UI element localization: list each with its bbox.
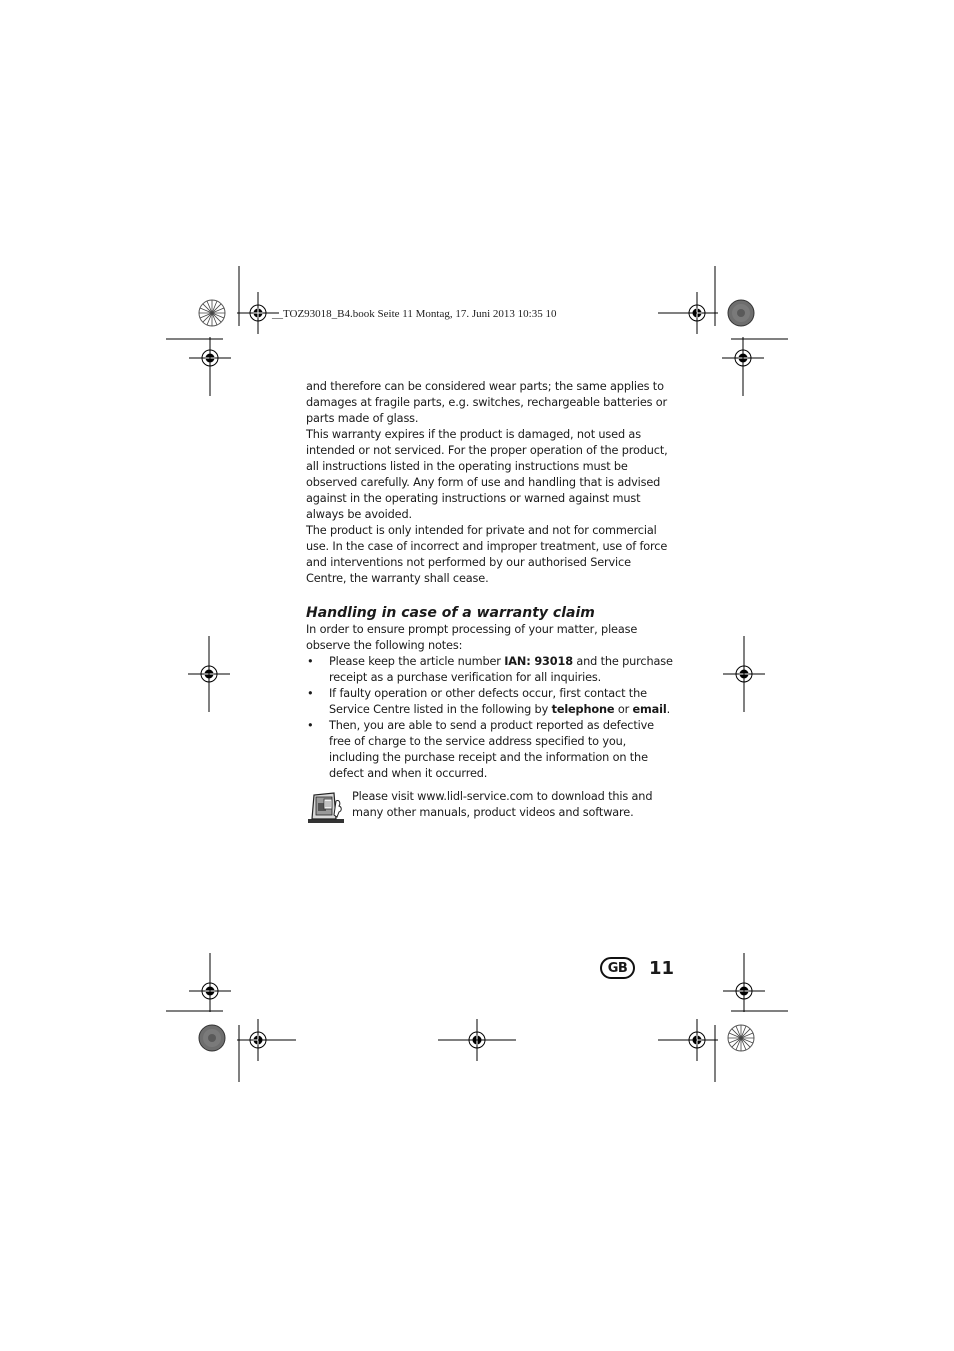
paragraph-warranty-expiry: This warranty expires if the product is damaged, not used as intended or not serviced. For the proper operation of the product, all instructions listed in the operating instructions must be observed carefully. Any form of use and handling that is advised against in the operating instructions or warned against must always be avoided.	[306, 428, 668, 521]
section-heading: Handling in case of a warranty claim	[306, 605, 595, 621]
contact-email: email	[632, 703, 667, 716]
list-item	[306, 654, 674, 686]
bullet-text: Please keep the article number	[329, 655, 505, 668]
paragraph-wear-parts: and therefore can be considered wear parts; the same applies to damages at fragile parts, e.g. switches, rechargeable batteries or parts made of glass.	[306, 380, 668, 425]
bullet-text: or	[614, 703, 633, 716]
list-item	[306, 718, 674, 782]
list-item	[306, 686, 674, 718]
paragraph-private-use: The product is only intended for private and not for commercial use. In the case of incorrect and improper treatment, use of force and interventions not performed by our authorised Service Centre, the warranty shall cease.	[306, 524, 668, 585]
bullet-text: If faulty operation or other defects occur, first contact the Service Centre listed in the following by	[329, 687, 647, 716]
print-file-info: __TOZ93018_B4.book Seite 11 Montag, 17. Juni 2013 10:35 10	[272, 308, 557, 320]
country-badge: GB	[600, 957, 635, 979]
bullet-marker: •	[307, 687, 314, 700]
article-number: IAN: 93018	[504, 655, 573, 668]
bullet-text: Then, you are able to send a product reported as defective free of charge to the service address specified to you, including the purchase receipt and the information on the defect and when it occurred.	[329, 719, 654, 780]
note-text: Please visit www.lidl-service.com to download this and many other manuals, product videos and software.	[352, 790, 653, 819]
download-note	[306, 789, 674, 825]
notes-list	[306, 654, 674, 782]
bullet-marker: •	[307, 719, 314, 732]
paragraph-intro: In order to ensure prompt processing of your matter, please observe the following notes:	[306, 623, 638, 652]
page-footer	[600, 957, 674, 979]
computer-manual-icon	[306, 789, 346, 825]
contact-telephone: telephone	[551, 703, 615, 716]
bullet-marker: •	[307, 655, 314, 668]
page-content	[306, 379, 674, 825]
bullet-text: .	[666, 703, 671, 716]
page-number: 11	[649, 957, 675, 979]
bullet-text: and the purchase receipt as a purchase verification for all inquiries.	[329, 655, 673, 684]
